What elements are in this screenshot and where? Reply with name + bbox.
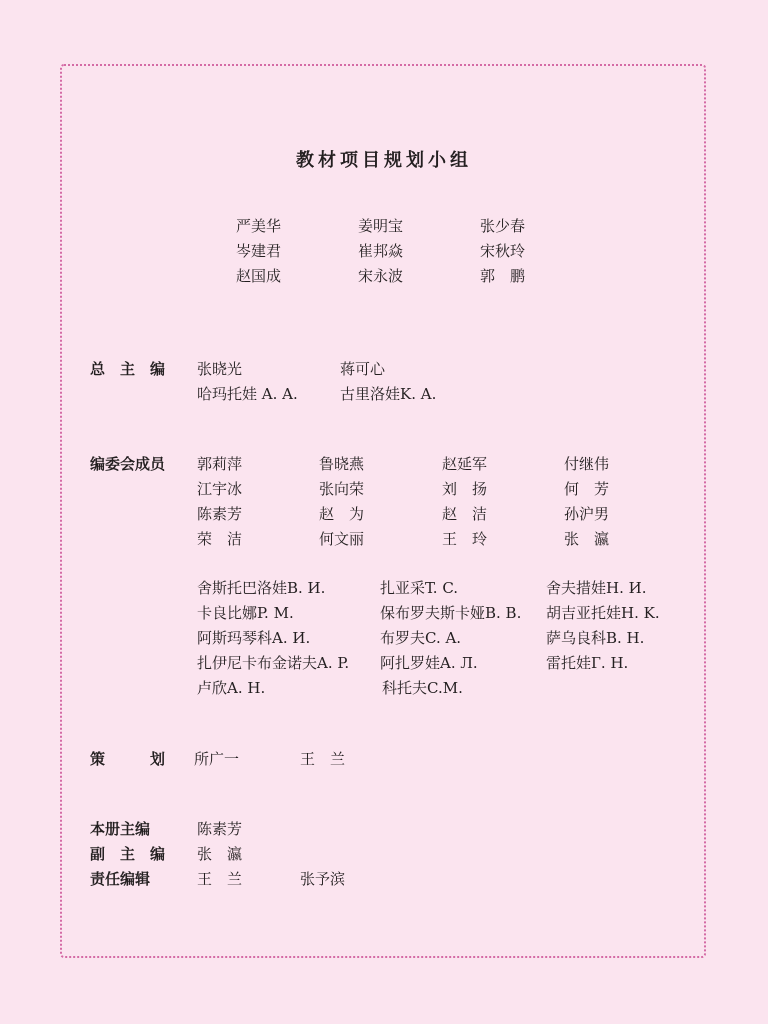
volume-editor: 陈素芳 — [197, 820, 243, 838]
chief-editors-label: 总 主 编 — [90, 360, 166, 378]
chief-editor: 张晓光 — [197, 360, 243, 378]
responsible-editor: 王 兰 — [197, 870, 243, 888]
group-member: 宋永波 — [358, 267, 404, 285]
committee-member-ru: 保布罗夫斯卡娅B. B. — [380, 604, 522, 622]
committee-member: 荣 洁 — [197, 530, 243, 548]
chief-editor: 古里洛娃K. A. — [340, 385, 437, 403]
committee-member-ru: 科托夫C.M. — [382, 679, 463, 697]
committee-member-ru: 扎亚采T. C. — [380, 579, 459, 597]
committee-member: 张向荣 — [319, 480, 365, 498]
committee-member: 赵 为 — [319, 505, 365, 523]
group-member: 郭 鹏 — [480, 267, 526, 285]
committee-member-ru: 萨乌良科B. H. — [546, 629, 645, 647]
group-member: 姜明宝 — [358, 217, 404, 235]
group-member: 张少春 — [480, 217, 526, 235]
responsible-editor: 张予滨 — [300, 870, 346, 888]
committee-member-ru: 扎伊尼卡布金诺夫A. P. — [197, 654, 350, 672]
committee-member: 江宇冰 — [197, 480, 243, 498]
committee-label: 编委会成员 — [90, 455, 166, 473]
chief-editor: 蒋可心 — [340, 360, 386, 378]
page-border — [60, 64, 706, 958]
committee-member-ru: 舍夫措娃H. И. — [546, 579, 647, 597]
committee-member: 张 瀛 — [564, 530, 610, 548]
committee-member-ru: 阿扎罗娃A. Л. — [380, 654, 478, 672]
volume-editor-label: 本册主编 — [90, 820, 151, 838]
committee-member: 刘 扬 — [442, 480, 488, 498]
committee-member: 鲁晓燕 — [319, 455, 365, 473]
committee-member: 何文丽 — [319, 530, 365, 548]
group-member: 赵国成 — [236, 267, 282, 285]
page-title: 教材项目规划小组 — [296, 150, 472, 171]
committee-member: 王 玲 — [442, 530, 488, 548]
committee-member-ru: 舍斯托巴洛娃B. И. — [197, 579, 326, 597]
committee-member-ru: 卢欣A. H. — [197, 679, 266, 697]
deputy-editor-label: 副 主 编 — [90, 845, 166, 863]
planning-label: 策 划 — [90, 750, 166, 768]
responsible-editor-label: 责任编辑 — [90, 870, 151, 888]
committee-member: 郭莉萍 — [197, 455, 243, 473]
group-member: 崔邦焱 — [358, 242, 404, 260]
group-member: 宋秋玲 — [480, 242, 526, 260]
chief-editor: 哈玛托娃 A. A. — [197, 385, 298, 403]
committee-member-ru: 胡吉亚托娃H. K. — [546, 604, 660, 622]
deputy-editor: 张 瀛 — [197, 845, 243, 863]
group-member: 岑建君 — [236, 242, 282, 260]
committee-member-ru: 雷托娃Г. H. — [546, 654, 629, 672]
group-member: 严美华 — [236, 217, 282, 235]
committee-member-ru: 卡良比娜P. M. — [197, 604, 294, 622]
committee-member: 赵 洁 — [442, 505, 488, 523]
committee-member: 付继伟 — [564, 455, 610, 473]
committee-member: 何 芳 — [564, 480, 610, 498]
planner: 王 兰 — [300, 750, 346, 768]
committee-member: 孙沪男 — [564, 505, 610, 523]
committee-member-ru: 布罗夫C. A. — [380, 629, 462, 647]
committee-member-ru: 阿斯玛琴科A. И. — [197, 629, 311, 647]
planner: 所广一 — [194, 750, 240, 768]
committee-member: 赵延军 — [442, 455, 488, 473]
committee-member: 陈素芳 — [197, 505, 243, 523]
